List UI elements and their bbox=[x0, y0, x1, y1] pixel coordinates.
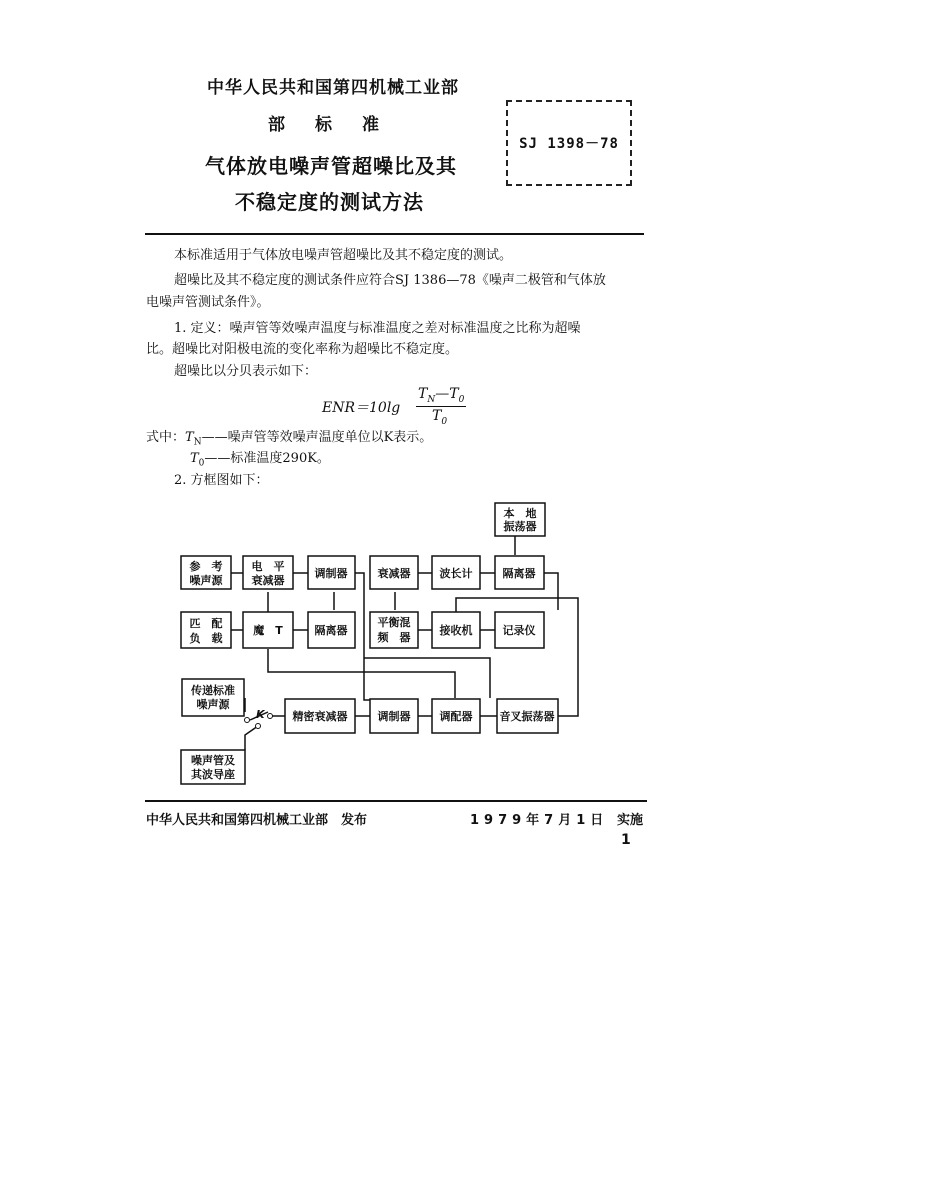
level-att-label-2: 衰减器 bbox=[251, 574, 285, 587]
ref-noise-label-2: 噪声源 bbox=[189, 574, 223, 587]
effective-date: 1979年7月1日 bbox=[470, 813, 609, 828]
local-osc-label-2: 振荡器 bbox=[503, 520, 537, 533]
definition-t0: $T_0——$标准温度290K。 bbox=[190, 451, 330, 469]
definition-tn: 式中：$T_N——$噪声管等效噪声温度单位以K表示。 bbox=[146, 430, 433, 448]
effective-label: 实施 bbox=[617, 813, 644, 828]
matched-load-label-1: 匹 配 bbox=[189, 617, 223, 630]
recorder-label: 记录仪 bbox=[502, 624, 536, 637]
std-noise-label-1: 传递标准 bbox=[191, 684, 235, 697]
magic-t-label: 魔 T bbox=[253, 624, 283, 637]
paragraph-definition-line2: 比。超噪比对阳极电流的变化率称为超噪比不稳定度。 bbox=[146, 342, 459, 357]
paragraph-db-expression: 超噪比以分贝表示如下： bbox=[174, 364, 318, 379]
footer-rule bbox=[145, 800, 647, 802]
isolator2-label: 隔离器 bbox=[314, 624, 348, 637]
switch-k-label: K bbox=[256, 708, 265, 721]
ministry-header: 中华人民共和国第四机械工业部 bbox=[207, 78, 459, 98]
formula-denominator: $T_0$ bbox=[432, 408, 448, 427]
attenuator-label: 衰减器 bbox=[377, 567, 411, 580]
receiver-label: 接收机 bbox=[439, 624, 473, 637]
mixer-label-2: 频 器 bbox=[377, 631, 411, 644]
paragraph-conditions-line1: 超噪比及其不稳定度的测试条件应符合SJ 1386—78《噪声二极管和气体放 bbox=[174, 273, 606, 288]
formula-numerator: $T_N—T_0$ bbox=[418, 386, 465, 405]
page-number: 1 bbox=[621, 832, 631, 848]
wavemeter-label: 波长计 bbox=[439, 567, 473, 580]
local-osc-label-1: 本 地 bbox=[503, 507, 537, 520]
level-att-label-1: 电 平 bbox=[251, 560, 285, 573]
standard-label: 部标准 bbox=[268, 115, 409, 135]
formula-lhs: ENR＝10lg bbox=[322, 400, 401, 416]
matched-load-label-2: 负 载 bbox=[189, 632, 223, 645]
paragraph-block-diagram: 2. 方框图如下： bbox=[174, 473, 269, 488]
paragraph-conditions-line2: 电噪声管测试条件》。 bbox=[146, 295, 270, 310]
tuning-fork-label: 音叉振荡器 bbox=[499, 710, 555, 723]
noise-tube-label-1: 噪声管及 bbox=[191, 754, 235, 767]
std-noise-label-2: 噪声源 bbox=[196, 698, 230, 711]
modulator2-label: 调制器 bbox=[377, 710, 411, 723]
paragraph-scope: 本标准适用于气体放电噪声管超噪比及其不稳定度的测试。 bbox=[174, 248, 513, 263]
document-title-line1: 气体放电噪声管超噪比及其 bbox=[205, 154, 457, 178]
publisher: 中华人民共和国第四机械工业部 发布 bbox=[146, 813, 368, 828]
mixer-label-1: 平衡混 bbox=[377, 616, 411, 629]
matcher-label: 调配器 bbox=[439, 710, 473, 723]
isolator1-label: 隔离器 bbox=[502, 567, 536, 580]
ref-noise-label-1: 参 考 bbox=[189, 560, 223, 573]
document-title-line2: 不稳定度的测试方法 bbox=[235, 190, 424, 214]
standard-code: SJ 1398－78 bbox=[519, 136, 619, 152]
paragraph-definition-line1: 1. 定义：噪声管等效噪声温度与标准温度之差对标准温度之比称为超噪 bbox=[174, 321, 581, 336]
noise-tube-label-2: 其波导座 bbox=[191, 768, 235, 781]
precision-att-label: 精密衰减器 bbox=[292, 710, 348, 723]
modulator1-label: 调制器 bbox=[314, 567, 348, 580]
